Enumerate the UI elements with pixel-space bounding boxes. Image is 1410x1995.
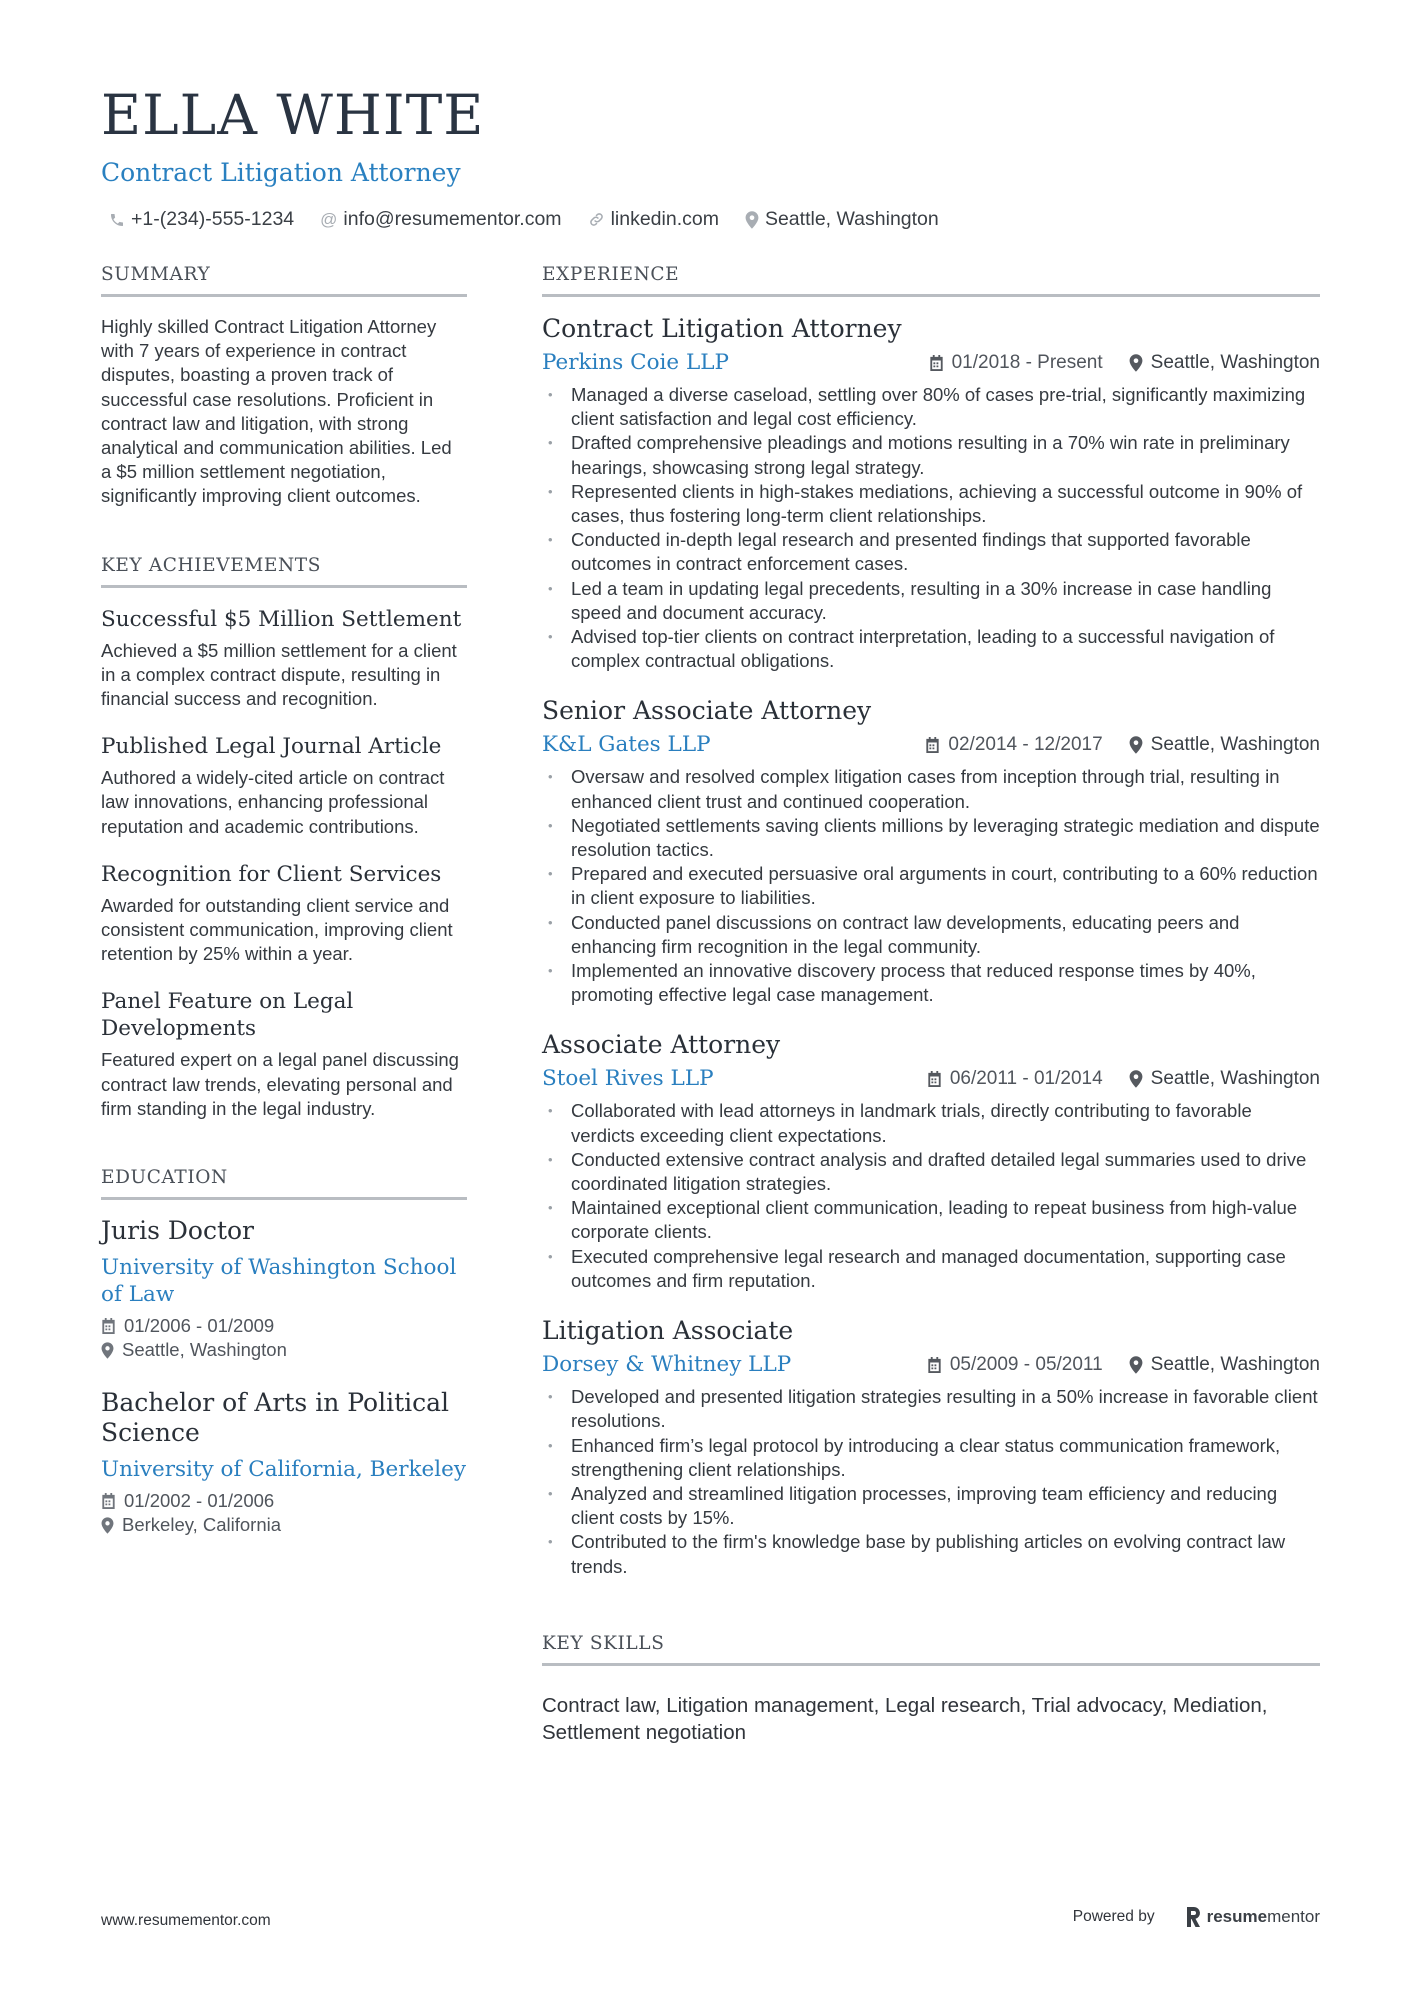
job-meta-row [542,1065,1320,1093]
candidate-name: ELLA WHITE [101,83,485,147]
skills-text: Contract law, Litigation management, Legal research, Trial advocacy, Mediation, Settlement negotiation [542,1693,1268,1744]
job-meta-row [542,731,1320,759]
job-bullet: • Maintained exceptional client communication, leading to repeat business from high-value corporate clients. [542,1196,1320,1244]
job-meta [927,1068,1320,1090]
achievement-item [101,733,467,839]
map-pin-icon [1129,354,1143,372]
calendar-icon [929,355,944,371]
brand-mark-icon [1185,1907,1201,1927]
job-entry [542,1029,1320,1293]
phone-icon [109,212,125,228]
achievement-title: Successful $5 Million Settlement [101,606,462,632]
job-bullet: • Executed comprehensive legal research and managed documentation, supporting case outcomes and firm reputation. [542,1245,1320,1293]
education-item [101,1388,467,1537]
map-pin-icon [1129,736,1143,754]
summary-section [101,262,467,509]
job-company: K&L Gates LLP [542,732,711,758]
education-school: University of Washington School of Law [101,1255,457,1308]
contact-email-text: info@resumementor.com [343,208,562,230]
education-degree: Juris Doctor [101,1216,254,1246]
education-heading: EDUCATION [101,1165,467,1200]
job-bullet: • Contributed to the firm's knowledge base by publishing articles on evolving contract law trends. [542,1530,1320,1578]
job-dates [927,1068,1103,1090]
map-pin-icon [101,1517,114,1534]
calendar-icon [101,1318,116,1334]
job-bullets [542,383,1320,673]
summary-heading: SUMMARY [101,262,467,297]
education-dates-text: 01/2006 - 01/2009 [124,1315,275,1337]
job-location [1129,1068,1320,1090]
job-bullet: • Conducted panel discussions on contract law developments, educating peers and enhancing firm recognition in the legal community. [542,911,1320,959]
job-location-text: Seattle, Washington [1150,1354,1320,1376]
job-meta-row [542,1351,1320,1379]
job-dates-text: 02/2014 - 12/2017 [948,734,1103,756]
footer-website[interactable]: www.resumementor.com [101,1912,271,1929]
right-column [542,262,1320,1746]
calendar-icon [927,1357,942,1373]
education-section [101,1165,467,1537]
job-company: Dorsey & Whitney LLP [542,1352,792,1378]
map-pin-icon [101,1342,114,1359]
job-bullet: • Led a team in updating legal precedents, resulting in a 30% increase in case handling speed and document accuracy. [542,577,1320,625]
achievement-item [101,606,467,712]
education-location-text: Berkeley, California [122,1514,282,1536]
achievement-desc: Authored a widely-cited article on contract law innovations, enhancing professional reputation and academic contributions. [101,767,445,837]
achievements-heading: KEY ACHIEVEMENTS [101,553,467,588]
job-company: Stoel Rives LLP [542,1066,714,1092]
job-bullet: • Enhanced firm’s legal protocol by introducing a clear status communication framework, strengthening client relationships. [542,1434,1320,1482]
footer-powered [1073,1907,1320,1927]
job-location-text: Seattle, Washington [1150,352,1320,373]
achievement-item [101,988,467,1121]
job-entry [542,1315,1320,1579]
job-bullet: • Analyzed and streamlined litigation processes, improving team efficiency and reducing client costs by 15%. [542,1482,1320,1530]
job-company: Perkins Coie LLP [542,350,729,375]
education-dates [101,1314,467,1338]
job-meta-row [542,349,1320,377]
job-bullet: • Managed a diverse caseload, settling over 80% of cases pre-trial, significantly maximizing client satisfaction and legal cost efficiency. [542,383,1320,431]
contact-location [745,208,939,231]
education-degree: Bachelor of Arts in Political Science [101,1388,450,1448]
job-bullet: • Implemented an innovative discovery process that reduced response times by 40%, promoting effective legal case management. [542,959,1320,1007]
job-bullet: • Represented clients in high-stakes mediations, achieving a successful outcome in 90% of cases, thus fostering long-term client relationships. [542,480,1320,528]
job-entry [542,695,1320,1007]
brand-name-bold: resume [1206,1907,1268,1926]
calendar-icon [925,737,940,753]
job-bullet: • Prepared and executed persuasive oral arguments in court, contributing to a 60% reduction in client exposure to liabilities. [542,862,1320,910]
job-title: Senior Associate Attorney [542,696,872,726]
experience-section [542,262,1320,1579]
job-bullet: • Developed and presented litigation strategies resulting in a 50% increase in favorable client resolutions. [542,1385,1320,1433]
job-title: Contract Litigation Attorney [542,314,902,343]
resume-header [101,80,1321,231]
education-school: University of California, Berkeley [101,1457,466,1483]
contact-phone-text: +1-(234)-555-1234 [131,208,295,230]
education-location [101,1513,467,1537]
job-bullet: • Conducted extensive contract analysis and drafted detailed legal summaries used to drive coordinated litigation strategies. [542,1148,1320,1196]
achievement-title: Recognition for Client Services [101,861,442,887]
job-location [1129,1354,1320,1376]
job-meta [929,352,1320,374]
link-icon [588,211,605,228]
job-dates [927,1354,1103,1376]
achievement-item [101,861,467,967]
job-title: Litigation Associate [542,1316,794,1346]
brand-name-light: mentor [1267,1907,1320,1926]
job-location-text: Seattle, Washington [1150,1068,1320,1090]
education-item [101,1216,467,1362]
job-entry [542,313,1320,673]
brand-logo[interactable] [1185,1907,1320,1927]
job-location-text: Seattle, Washington [1150,734,1320,756]
education-dates [101,1489,467,1513]
education-location-text: Seattle, Washington [122,1339,287,1361]
contact-bar [109,208,1321,231]
calendar-icon [927,1071,942,1087]
map-pin-icon [1129,1356,1143,1374]
achievement-desc: Achieved a $5 million settlement for a client in a complex contract dispute, resulting in financial success and recognition. [101,639,457,710]
achievement-desc: Featured expert on a legal panel discussing contract law trends, elevating personal and firm standing in the legal industry. [101,1049,459,1119]
job-dates [925,734,1102,756]
job-bullet: • Negotiated settlements saving clients millions by leveraging strategic mediation and dispute resolution tactics. [542,814,1320,862]
jobs-list [542,313,1320,1579]
job-location [1129,734,1320,756]
contact-linkedin-text: linkedin.com [610,208,719,230]
achievement-title: Panel Feature on Legal Developments [101,989,354,1042]
contact-phone[interactable] [109,208,294,231]
powered-by-label: Powered by [1072,1908,1155,1925]
contact-linkedin[interactable] [588,208,719,231]
skills-heading: KEY SKILLS [542,1631,1320,1666]
achievements-section [101,553,467,1121]
job-bullet: • Advised top-tier clients on contract interpretation, leading to a successful navigation of complex contractual obligations. [542,625,1320,673]
job-bullet: • Collaborated with lead attorneys in landmark trials, directly contributing to favorable verdicts exceeding client expectations. [542,1099,1320,1147]
map-pin-icon [1129,1070,1143,1088]
job-location [1129,352,1320,374]
calendar-icon [101,1493,116,1509]
job-bullet: • Drafted comprehensive pleadings and motions resulting in a 70% win rate in preliminary hearings, showcasing strong legal strategy. [542,431,1320,479]
job-dates [929,352,1103,374]
contact-email[interactable] [320,208,561,231]
map-pin-icon [745,211,759,229]
education-location [101,1338,467,1362]
achievement-desc: Awarded for outstanding client service and consistent communication, improving client retention by 25% within a year. [101,894,453,965]
candidate-title: Contract Litigation Attorney [101,158,461,187]
at-icon: @ [320,209,338,229]
job-dates-text: 06/2011 - 01/2014 [949,1068,1103,1090]
job-meta [925,734,1320,756]
achievement-title: Published Legal Journal Article [101,734,442,760]
job-bullets [542,1385,1320,1579]
job-dates-text: 01/2018 - Present [951,352,1103,373]
left-column [101,262,467,1537]
job-dates-text: 05/2009 - 05/2011 [949,1354,1103,1376]
job-meta [927,1354,1320,1376]
job-title: Associate Attorney [542,1030,781,1060]
job-bullets [542,1099,1320,1293]
summary-text: Highly skilled Contract Litigation Attorney with 7 years of experience in contract disputes, boasting a proven track of successful case resolutions. Proficient in contract law and litigation, with strong analytical and communication abilities. Led a $5 million settlement negotiation, significantly improving client outcomes. [101,316,452,507]
skills-section [542,1631,1320,1746]
education-dates-text: 01/2002 - 01/2006 [124,1490,275,1512]
job-bullet: • Conducted in-depth legal research and presented findings that supported favorable outcomes in contract enforcement cases. [542,528,1320,576]
experience-heading: EXPERIENCE [542,262,1320,297]
job-bullets [542,765,1320,1007]
job-bullet: • Oversaw and resolved complex litigation cases from inception through trial, resulting in enhanced client trust and continued cooperation. [542,765,1320,813]
contact-location-text: Seattle, Washington [764,208,939,230]
